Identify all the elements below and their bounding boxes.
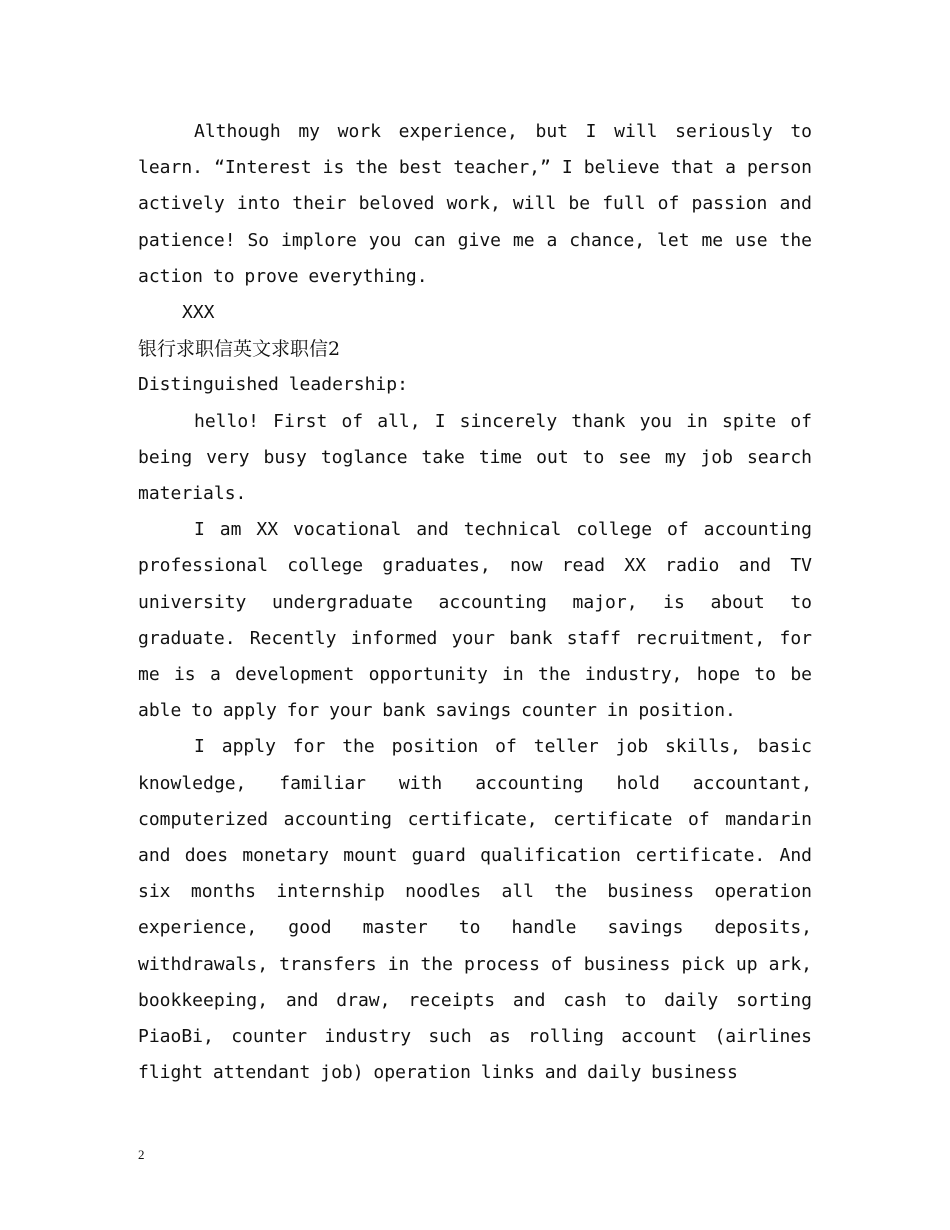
signature: XXX bbox=[182, 302, 215, 324]
paragraph-greeting: hello! First of all, I sincerely thank you in spite of being very busy toglance take time out to see my job search materials. bbox=[138, 410, 812, 505]
document-body bbox=[138, 114, 812, 1091]
paragraph-experience: Although my work experience, but I will seriously to learn. “Interest is the best teacher,” I believe that a person actively into their beloved work, will be full of passion and patience! So implore you can give me a chance, let me use the action to prove everything. bbox=[138, 121, 812, 287]
section-title: 银行求职信英文求职信2 bbox=[138, 338, 341, 361]
paragraph-skills: I apply for the position of teller job skills, basic knowledge, familiar with accounting hold accountant, computerized accounting certificate, certificate of mandarin and does monetary mount guard qualification certificate. And six months internship noodles all the business operation experience, good master to handle savings deposits, withdrawals, transfers in the process of business pick up ark, bookkeeping, and draw, receipts and cash to daily sorting PiaoBi, counter industry such as rolling account (airlines flight attendant job) operation links and daily business bbox=[138, 736, 812, 1084]
salutation: Distinguished leadership: bbox=[138, 374, 408, 396]
paragraph-background: I am XX vocational and technical college of accounting professional college graduates, now read XX radio and TV university undergraduate accounting major, is about to graduate. Recently informed your bank staff recruitment, for me is a development opportunity in the industry, hope to be able to apply for your bank savings counter in position. bbox=[138, 519, 812, 722]
page-number: 2 bbox=[138, 1147, 145, 1162]
